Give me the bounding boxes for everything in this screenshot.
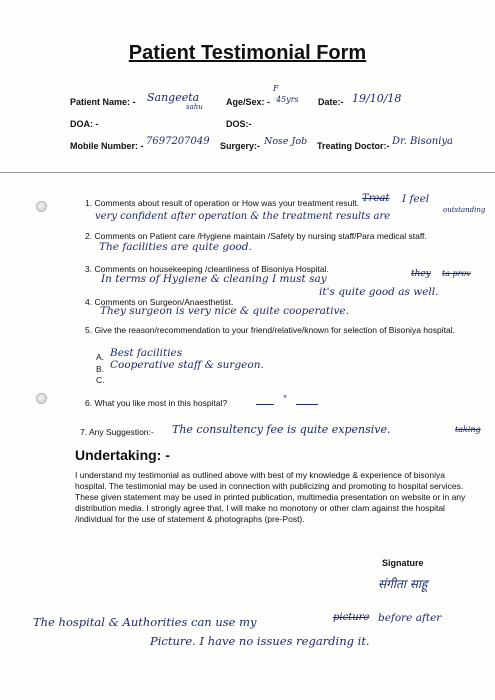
surgery-label: Surgery:- xyxy=(220,141,261,151)
footer-note-struck: picture xyxy=(333,612,370,623)
q5-b-answer: Cooperative staff & surgeon. xyxy=(110,359,264,371)
doctor-label: Treating Doctor:- xyxy=(317,141,390,151)
q6-answer: " xyxy=(283,395,288,405)
surgery-value: Nose Job xyxy=(264,136,308,147)
date-value: 19/10/18 xyxy=(352,92,402,105)
question-3: 3. Comments on housekeeping /cleanliness of Bisoniya Hospital. xyxy=(85,264,329,274)
question-7: 7. Any Suggestion:- xyxy=(80,427,154,437)
q1-answer-sup: outstanding xyxy=(443,206,486,214)
q3-answer-b: it's quite good as well. xyxy=(319,286,439,298)
patient-name-sub: sahu xyxy=(186,103,203,111)
punch-hole-middle xyxy=(36,393,47,404)
q3-struck-a: they xyxy=(411,269,431,279)
q3-answer-a: In terms of Hygiene & cleaning I must say xyxy=(101,273,327,285)
footer-note-line1-b: before after xyxy=(378,612,442,624)
undertaking-text: I understand my testimonial as outlined above with best of my knowledge & experience of bisoniya hospital. The testimonial may be used in connection with publicizing and promoting to hospital services. These given statement may be used in printed publication, multimedia presentation on website or in any distribution media. I strongly agree that, I will make no monotony or other clam against the hospital /individual for the use of statement & photographs (pre-Post). xyxy=(75,470,466,524)
punch-hole-top xyxy=(36,201,47,212)
q1-answer-b: very confident after operation & the treatment results are xyxy=(95,211,391,222)
question-2: 2. Comments on Patient care /Hygiene maintain /Safety by nursing staff/Para medical staff. xyxy=(85,231,427,241)
signature-value: संगीता साहू xyxy=(378,577,428,591)
q4-answer: They surgeon is very nice & quite cooperative. xyxy=(100,305,349,317)
q6-dash-left xyxy=(256,404,274,405)
q5-a-answer: Best facilities xyxy=(110,347,183,359)
footer-note-line2: Picture. I have no issues regarding it. xyxy=(150,634,370,648)
q7-answer: The consultency fee is quite expensive. xyxy=(172,423,391,436)
mobile-value: 7697207049 xyxy=(146,136,210,147)
question-1: 1. Comments about result of operation or How was your treatment result. xyxy=(85,198,360,208)
patient-name-label: Patient Name: - xyxy=(70,97,136,107)
question-6: 6. What you like most in this hospital? xyxy=(85,398,228,408)
question-5: 5. Give the reason/recommendation to your friend/relative/known for selection of Bisoniya hospital. xyxy=(85,325,455,335)
doa-label: DOA: - xyxy=(70,119,99,129)
doctor-value: Dr. Bisoniya xyxy=(392,136,454,147)
q3-struck-b: ta prov xyxy=(442,269,471,278)
q2-answer: The facilities are quite good. xyxy=(99,241,252,253)
undertaking-heading: Undertaking: - xyxy=(75,447,170,463)
q6-dash-right xyxy=(296,404,318,405)
separator-line xyxy=(0,172,495,173)
dos-label: DOS:- xyxy=(226,119,252,129)
q5-b-label: B. xyxy=(96,364,105,374)
footer-note-line1-a: The hospital & Authorities can use my xyxy=(33,615,257,629)
mobile-label: Mobile Number: - xyxy=(70,141,144,151)
patient-name-value: Sangeeta xyxy=(147,91,200,104)
agesex-sup: F xyxy=(273,84,279,93)
q5-c-label: C. xyxy=(96,375,105,385)
signature-label: Signature xyxy=(382,558,424,568)
q1-answer-a: I feel xyxy=(402,193,430,205)
agesex-label: Age/Sex: - xyxy=(226,97,271,107)
q5-a-label: A. xyxy=(96,352,105,362)
agesex-value: 45yrs xyxy=(276,95,299,104)
question-4: 4. Comments on Surgeon/Anaesthetist. xyxy=(85,297,234,307)
date-label: Date:- xyxy=(318,97,344,107)
page-title: Patient Testimonial Form xyxy=(128,42,367,64)
q1-struck-word: Treat xyxy=(362,193,390,204)
q7-struck-word: taking xyxy=(455,425,481,434)
